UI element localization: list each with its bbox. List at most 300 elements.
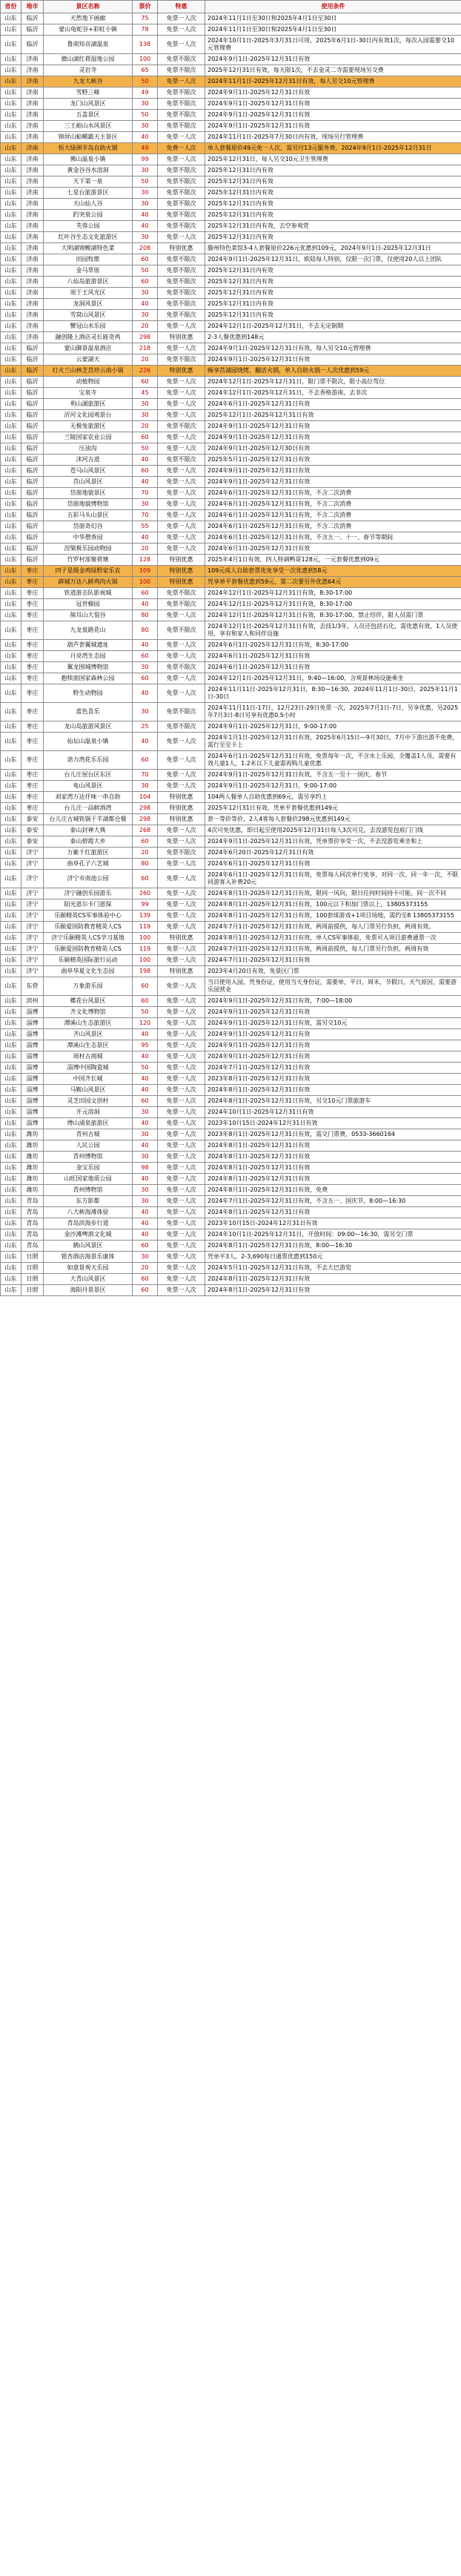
table-row [1,277,461,288]
cell-offer: 免票一人次 [158,870,205,888]
cell-city: 枣庄 [21,803,44,814]
cell-conditions: 2024年6月1日-2025年12月31日有效，不含五一、十一、春节等期间 [205,532,461,544]
cell-conditions: 滕州特色菜馆3-4人套餐原价226元优惠到109元，2024年9月1日-2025年12月31日 [205,243,461,254]
cell-province: 山东 [1,673,21,684]
cell-city: 枣庄 [21,673,44,684]
cell-conditions: 2024年9月1日-2025年12月31日有效，每人另交10元管理费 [205,343,461,354]
cell-price: 50 [133,1007,158,1018]
cell-city: 济南 [21,54,44,65]
header-conditions: 使用条件 [205,1,461,13]
cell-province: 山东 [1,1107,21,1118]
cell-attraction-name: 乐颐精英CS军事体验中心 [44,911,133,922]
cell-price: 100 [133,933,158,944]
cell-city: 青岛 [21,1196,44,1207]
cell-province: 山东 [1,922,21,933]
header-province: 省份 [1,1,21,13]
cell-conditions: 2024年11月11日-17日，12月23日-29日免票一次，2025年7月1日-7日，另享优惠，另2025年7月3日-8日另享有优惠0.5小时 [205,703,461,721]
cell-province: 山东 [1,221,21,232]
cell-conditions: 2024年9月1日-2025年12月31日有效 [205,1040,461,1051]
cell-attraction-name: 兰陵国家农业公园 [44,432,133,443]
cell-attraction-name: 融创隆上酒店灵长能奇鸡 [44,332,133,343]
cell-attraction-name: 灵芝田园文创村 [44,1096,133,1107]
table-row [1,354,461,366]
cell-province: 山东 [1,1007,21,1018]
cell-conditions: 2024年8月1日-2025年12月31日有效，另交10元门票旅游车 [205,1096,461,1107]
cell-offer: 免票一人次 [158,343,205,354]
cell-province: 山东 [1,684,21,703]
cell-price: 30 [133,121,158,132]
table-row [1,859,461,870]
cell-price: 30 [133,1252,158,1263]
cell-price: 99 [133,154,158,165]
cell-city: 临沂 [21,399,44,410]
cell-province: 山东 [1,377,21,388]
cell-city: 济南 [21,65,44,76]
cell-attraction-name: 无极兔旅游区 [44,421,133,432]
cell-attraction-name: 台儿庄屋台区东区 [44,770,133,781]
cell-conditions: 2025年12月31日内有效 [205,232,461,243]
cell-attraction-name: 潭溪山生态旅游区 [44,1018,133,1029]
cell-conditions: 2025年12月31日内有效 [205,288,461,299]
cell-conditions: 2024年7月1日-2025年12月31日有效 [205,1063,461,1074]
cell-conditions: 2024年9月1日-2025年12月31日有效，不含五一至十一国庆、春节 [205,770,461,781]
cell-city: 临沂 [21,366,44,377]
cell-price: 30 [133,1129,158,1140]
cell-conditions: 2024年9月1日-2025年12月31日有效 [205,354,461,366]
cell-price: 30 [133,99,158,110]
cell-attraction-name: 蝶花台风景区 [44,996,133,1007]
cell-conditions: 当日使用入园，凭身份证，使用当天身份证，需要单，平日，周末，节假日，天气原因，需要游乐园营业 [205,977,461,996]
cell-province: 山东 [1,99,21,110]
cell-attraction-name: 周村古商城 [44,1051,133,1063]
cell-conditions: 2024年8月1日-2025年12月31日有效 [205,1285,461,1296]
cell-province: 山东 [1,1074,21,1085]
table-row [1,132,461,143]
cell-offer: 特别优惠 [158,933,205,944]
cell-city: 济南 [21,254,44,265]
cell-city: 济南 [21,176,44,188]
table-row [1,455,461,466]
cell-attraction-name: 曲阜孔子六艺城 [44,859,133,870]
cell-price: 40 [133,221,158,232]
cell-city: 济南 [21,265,44,277]
cell-city: 临沂 [21,36,44,54]
cell-attraction-name: 九龙大峡谷 [44,76,133,87]
cell-price: 30 [133,199,158,210]
cell-city: 枣庄 [21,781,44,792]
cell-conditions: 2024年12月1日-2025年12月31日，不去无定制期 [205,321,461,332]
table-row [1,87,461,99]
cell-offer: 免票一人次 [158,859,205,870]
cell-province: 山东 [1,477,21,488]
cell-city: 日照 [21,1263,44,1274]
cell-price: 208 [133,243,158,254]
cell-city: 潍坊 [21,1185,44,1196]
cell-province: 山东 [1,1285,21,1296]
table-row [1,1185,461,1196]
cell-offer: 免票不限次 [158,354,205,366]
cell-price: 60 [133,432,158,443]
table-row [1,911,461,922]
cell-conditions: 104两人餐单人自助优惠到69元，需另享约上 [205,792,461,803]
cell-province: 山东 [1,388,21,399]
cell-attraction-name: 蟹冠山水乐园 [44,321,133,332]
table-row [1,510,461,521]
table-row [1,770,461,781]
table-row [1,321,461,332]
cell-price: 60 [133,1096,158,1107]
cell-conditions: 2024年8月1日-2025年12月31日有效，免费 [205,1185,461,1196]
table-row [1,955,461,966]
table-row [1,1196,461,1207]
table-row [1,836,461,848]
cell-price: 60 [133,673,158,684]
cell-price: 226 [133,366,158,377]
cell-offer: 免票一人次 [158,751,205,770]
table-row [1,1263,461,1274]
cell-offer: 免票一人次 [158,684,205,703]
cell-province: 山东 [1,1129,21,1140]
cell-attraction-name: 九龙泉路花山 [44,621,133,640]
cell-city: 淄博 [21,1107,44,1118]
table-row [1,1285,461,1296]
cell-offer: 免票一人次 [158,899,205,911]
cell-price: 40 [133,733,158,751]
cell-offer: 免票不限次 [158,421,205,432]
cell-price: 60 [133,277,158,288]
table-row [1,532,461,544]
cell-conditions: 2024年7月1日-2025年12月31日有效，两周前提供，每人门票另行负担，两周有效 [205,944,461,955]
cell-attraction-name: 龙门山风景区 [44,99,133,110]
cell-province: 山东 [1,332,21,343]
cell-city: 临沂 [21,443,44,455]
cell-city: 淄博 [21,1118,44,1129]
table-row [1,399,461,410]
cell-conditions: 2024年5月1日-2025年12月31日有效，不去大巴游览 [205,1263,461,1274]
cell-conditions: 2024年12月1日-2025年12月31日有效，8:30-17:00 [205,588,461,599]
cell-price: 40 [133,1207,158,1218]
cell-city: 淄博 [21,1063,44,1074]
cell-city: 淄博 [21,1018,44,1029]
cell-offer: 免票一人次 [158,466,205,477]
cell-conditions: 2024年9月1日-2025年12月31日，9:00-17:00 [205,781,461,792]
cell-attraction-name: 田园牧歌 [44,254,133,265]
table-row [1,488,461,499]
cell-price: 60 [133,977,158,996]
cell-conditions: 2024年6月1日-2025年12月31日有效 [205,651,461,662]
cell-city: 枣庄 [21,733,44,751]
cell-offer: 免票一人次 [158,673,205,684]
cell-province: 山东 [1,54,21,65]
cell-city: 临沂 [21,466,44,477]
cell-conditions: 2024年9月1日-2025年12月31日有效，凭单票价享受一次，不去没游览乘坐和上 [205,836,461,848]
cell-city: 临沂 [21,432,44,443]
cell-offer: 免票一人次 [158,377,205,388]
cell-attraction-name: 乐颐爱国防教育精英人CS [44,922,133,933]
cell-city: 临沂 [21,499,44,510]
table-row [1,544,461,555]
table-row [1,1129,461,1140]
cell-conditions: 2024年6月1日-2025年12月31日有效，免票每年一次，不含水上乐园，全覆盖1人员，需要有效儿童1人，1.2米以下儿童需再购儿童优惠 [205,751,461,770]
cell-conditions: 2024年8月1日-2025年12月31日有效 [205,1174,461,1185]
cell-conditions: 2024年12月1日-2025年12月31日，限门票不限次，限小高位驾位 [205,377,461,388]
cell-offer: 免票一人次 [158,1085,205,1096]
cell-conditions: 2024年1月1日-2025年12月31日有效，2025年6月15日—9月30日，7月中下游出游不免费，需行至至卡上 [205,733,461,751]
table-row [1,265,461,277]
cell-city: 泰安 [21,825,44,836]
cell-price: 60 [133,870,158,888]
cell-offer: 免票一人次 [158,1196,205,1207]
table-row [1,966,461,977]
cell-offer: 免票一人次 [158,432,205,443]
cell-city: 济南 [21,321,44,332]
cell-offer: 免票一人次 [158,770,205,781]
cell-offer: 免票一人次 [158,399,205,410]
cell-price: 20 [133,421,158,432]
cell-attraction-name: 抱犊崮国家森林公园 [44,673,133,684]
cell-conditions: 2025年5月1日-2025年12月31日有效 [205,455,461,466]
table-row [1,673,461,684]
table-row [1,555,461,566]
cell-attraction-name: 阳光恩尔卡门恩保 [44,899,133,911]
cell-offer: 免票不限次 [158,588,205,599]
cell-province: 山东 [1,1096,21,1107]
cell-conditions: 2-3人餐优惠到148元 [205,332,461,343]
cell-offer: 免票不限次 [158,199,205,210]
table-row [1,803,461,814]
cell-province: 山东 [1,703,21,721]
cell-offer: 免票不限次 [158,721,205,733]
cell-offer: 免票不限次 [158,599,205,610]
cell-conditions: 2025年12月31日内有效 [205,199,461,210]
cell-province: 山东 [1,65,21,76]
cell-attraction-name: 七星台旅游景区 [44,188,133,199]
cell-price: 109 [133,566,158,577]
cell-city: 临沂 [21,521,44,532]
cell-city: 济南 [21,154,44,165]
table-row [1,599,461,610]
cell-city: 济南 [21,210,44,221]
cell-attraction-name: 月亮湾生态园 [44,651,133,662]
cell-offer: 免票一人次 [158,521,205,532]
cell-city: 枣庄 [21,566,44,577]
cell-attraction-name: 周于王风光区 [44,288,133,299]
table-row [1,477,461,488]
cell-city: 淄博 [21,1085,44,1096]
table-row [1,343,461,354]
cell-attraction-name: 金马草原 [44,265,133,277]
cell-conditions: 2025年12月31日有效，凭单平套餐优惠到149元 [205,803,461,814]
cell-attraction-name: 银杏酒店海景乐康体 [44,1252,133,1263]
cell-province: 山东 [1,859,21,870]
cell-attraction-name: 金宝乐园 [44,1163,133,1174]
cell-province: 山东 [1,110,21,121]
cell-attraction-name: 青州博物馆 [44,1185,133,1196]
cell-province: 山东 [1,1152,21,1163]
table-row [1,521,461,532]
cell-conditions: 2024年6月1日-2025年12月31日有效 [205,662,461,673]
cell-city: 枣庄 [21,577,44,588]
cell-price: 99 [133,899,158,911]
cell-city: 青岛 [21,1218,44,1229]
cell-price: 40 [133,599,158,610]
cell-conditions: 2024年9月1日-2025年12月31日有效 [205,1051,461,1063]
cell-offer: 免票不限次 [158,210,205,221]
cell-conditions: 凭享单平套餐优惠到59元，第二次要另外优惠64元 [205,577,461,588]
cell-conditions: 2024年9月1日-2025年12月31日有效 [205,432,461,443]
cell-offer: 免票不限次 [158,165,205,176]
cell-city: 济南 [21,199,44,210]
cell-province: 山东 [1,121,21,132]
cell-attraction-name: 东方影都 [44,1196,133,1207]
cell-province: 山东 [1,662,21,673]
cell-city: 枣庄 [21,621,44,640]
table-row [1,721,461,733]
cell-city: 青岛 [21,1207,44,1218]
cell-city: 淄博 [21,1007,44,1018]
table-row [1,933,461,944]
cell-offer: 免票不限次 [158,99,205,110]
cell-city: 济南 [21,310,44,321]
cell-attraction-name: 博山涌泉旅游区 [44,1118,133,1129]
cell-offer: 免票一人次 [158,1285,205,1296]
cell-province: 山东 [1,76,21,87]
cell-offer: 免票一人次 [158,1007,205,1018]
cell-city: 临沂 [21,410,44,421]
cell-city: 潍坊 [21,1129,44,1140]
cell-offer: 免票一人次 [158,443,205,455]
cell-attraction-name: 大青山风景区 [44,1274,133,1285]
cell-attraction-name: 开元溶洞 [44,1107,133,1118]
cell-conditions: 凭单平3人，2-3,690每日通票优惠到150元 [205,1252,461,1263]
cell-attraction-name: 龙洞风景区 [44,299,133,310]
cell-offer: 免票一人次 [158,888,205,899]
table-row [1,299,461,310]
cell-province: 山东 [1,792,21,803]
cell-attraction-name: 雪窝山风景区 [44,310,133,321]
cell-price: 65 [133,65,158,76]
cell-attraction-name: 泰山封禅大典 [44,825,133,836]
table-body [1,13,461,1296]
cell-offer: 免票一人次 [158,76,205,87]
cell-price: 70 [133,488,158,499]
table-row [1,1107,461,1118]
cell-offer: 特别优惠 [158,577,205,588]
table-row [1,188,461,199]
cell-offer: 特别优惠 [158,243,205,254]
cell-province: 山东 [1,143,21,154]
cell-price: 60 [133,254,158,265]
cell-price: 50 [133,265,158,277]
cell-city: 临沂 [21,455,44,466]
cell-conditions: 2024年9月1日-2025年12月31日有效 [205,54,461,65]
cell-offer: 免票一人次 [158,477,205,488]
cell-attraction-name: 济宁融创乐园游乐 [44,888,133,899]
cell-offer: 免票一人次 [158,944,205,955]
cell-city: 济南 [21,232,44,243]
cell-province: 山东 [1,455,21,466]
cell-conditions: 2024年11月1日至30日和2025年4月1日至30日 [205,13,461,24]
cell-conditions: 2025年12月31日内有效 [205,277,461,288]
cell-offer: 免票一人次 [158,1018,205,1029]
cell-city: 济宁 [21,933,44,944]
header-row [1,1,461,13]
cell-province: 山东 [1,1085,21,1096]
cell-price: 70 [133,510,158,521]
cell-province: 山东 [1,911,21,922]
cell-conditions: 2024年12月1日-2025年12月31日，9:40—16:00，含观景林场设施乘坐 [205,673,461,684]
cell-province: 山东 [1,254,21,265]
cell-price: 298 [133,803,158,814]
cell-city: 枣庄 [21,640,44,651]
cell-offer: 特别优惠 [158,332,205,343]
table-row [1,443,461,455]
cell-province: 山东 [1,432,21,443]
cell-offer: 免票一人次 [158,1229,205,1241]
cell-offer: 免票一人次 [158,24,205,36]
cell-price: 40 [133,1085,158,1096]
cell-city: 枣庄 [21,662,44,673]
cell-attraction-name: 天下第一泉 [44,176,133,188]
cell-price: 20 [133,1263,158,1274]
cell-conditions: 2024年6月1日-2025年12月31日有效，免票每人同次单行免享，对同一次、同一年一次，不限同游客入补费20元 [205,870,461,888]
cell-province: 山东 [1,751,21,770]
cell-city: 枣庄 [21,770,44,781]
cell-price: 78 [133,24,158,36]
table-row [1,825,461,836]
cell-offer: 免票一人次 [158,1118,205,1129]
cell-attraction-name: 淄博中国陶瓷城 [44,1063,133,1074]
cell-attraction-name: 台儿庄一品鲜酒湾 [44,803,133,814]
cell-attraction-name: 沂河文化园观景台 [44,410,133,421]
cell-conditions: 2024年6月1日-2025年12月31日有效 [205,399,461,410]
cell-city: 潍坊 [21,1174,44,1185]
cell-conditions: 2025年12月31日内有效 [205,188,461,199]
cell-offer: 免票一人次 [158,1140,205,1152]
cell-offer: 免票一人次 [158,154,205,165]
table-row [1,366,461,377]
cell-city: 泰安 [21,814,44,825]
cell-attraction-name: 山旺国家地质公园 [44,1174,133,1185]
table-row [1,288,461,299]
cell-attraction-name: 云蒙湖天 [44,354,133,366]
cell-attraction-name: 竹罗村部聚荷塘 [44,555,133,566]
cell-attraction-name: 灵岩寺 [44,65,133,76]
table-row [1,232,461,243]
header-offer: 特惠 [158,1,205,13]
table-row [1,944,461,955]
cell-attraction-name: 野生动物园 [44,684,133,703]
cell-price: 40 [133,477,158,488]
cell-province: 山东 [1,521,21,532]
cell-attraction-name: 中国齐长城 [44,1074,133,1085]
cell-price: 20 [133,544,158,555]
cell-city: 济宁 [21,870,44,888]
cell-conditions: 2024年6月1日-2025年12月31日有效 [205,859,461,870]
table-row [1,1074,461,1085]
cell-offer: 特别优惠 [158,566,205,577]
cell-city: 临沂 [21,510,44,521]
cell-city: 日照 [21,1285,44,1296]
cell-province: 山东 [1,410,21,421]
cell-attraction-name: 五彩马头山景区 [44,510,133,521]
table-row [1,99,461,110]
table-row [1,703,461,721]
cell-offer: 免票不限次 [158,110,205,121]
cell-province: 山东 [1,1218,21,1229]
cell-city: 济南 [21,288,44,299]
cell-city: 临沂 [21,343,44,354]
